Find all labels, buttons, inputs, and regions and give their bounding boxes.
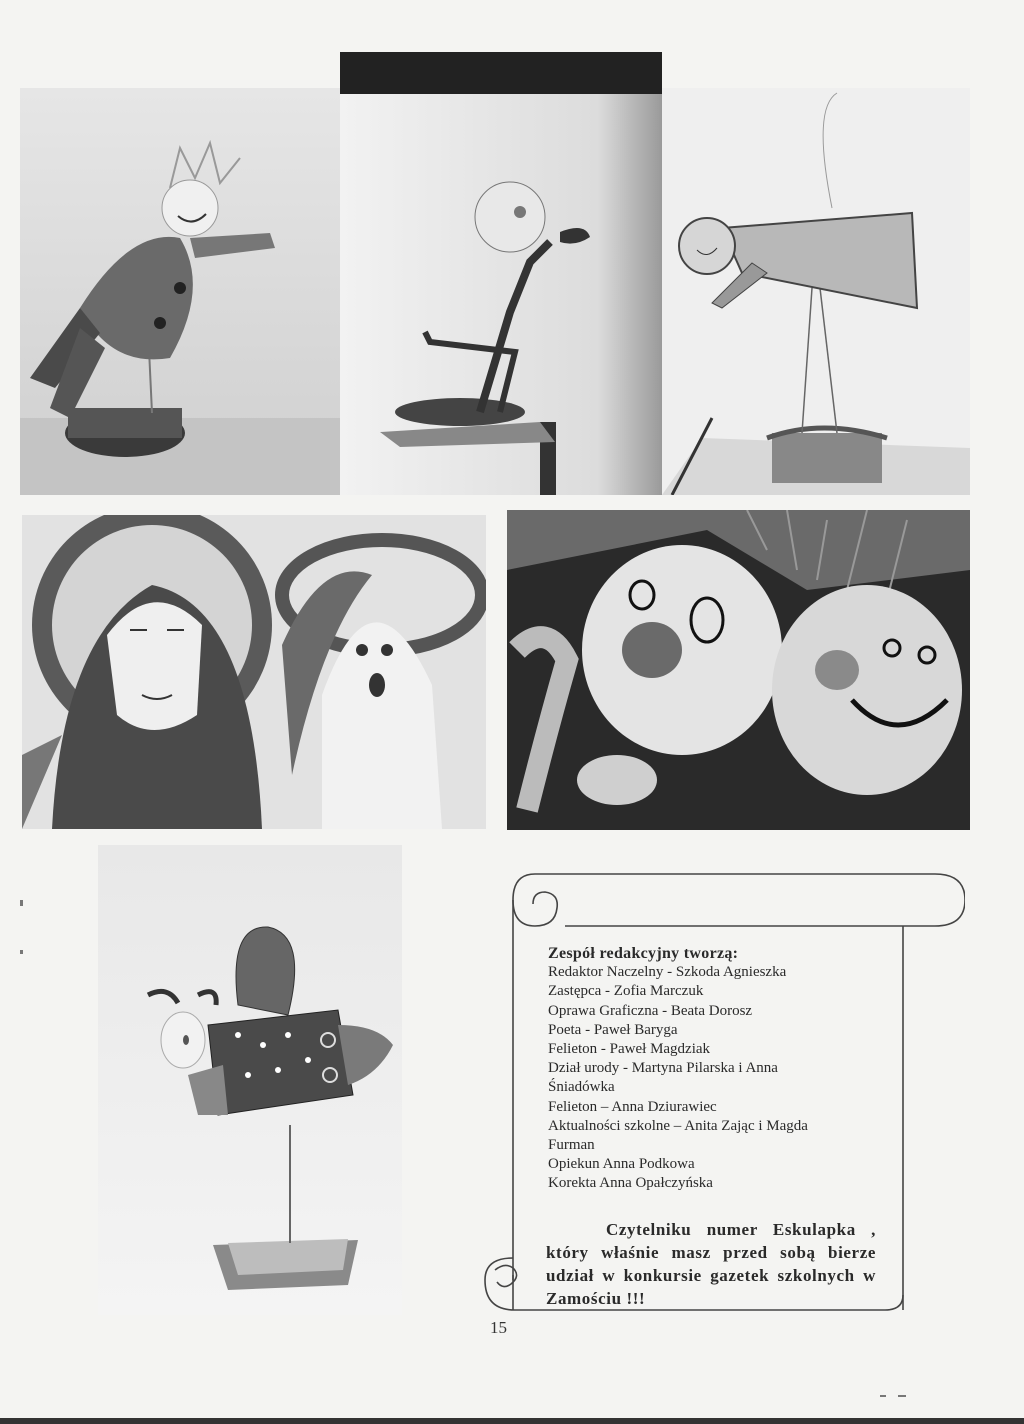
photo-two-faces — [507, 510, 970, 830]
scan-speck — [880, 1395, 886, 1397]
credits-line: Aktualności szkolne – Anita Zając i Magda — [548, 1117, 808, 1134]
photo-flying-angel — [662, 88, 970, 495]
credits-line: Oprawa Graficzna - Beata Dorosz — [548, 1002, 753, 1019]
photo-figure-leaping — [20, 88, 342, 495]
scan-speck — [20, 900, 23, 906]
editorial-credits — [548, 944, 868, 1194]
closing-note: Czytelniku numer Eskulapka , który właśnie masz przed sobą bierze udział w konkursie gazetek szkolnych w Zamościu !!! — [546, 1220, 876, 1308]
credits-line: Dział urody - Martyna Pilarska i Anna — [548, 1060, 778, 1077]
scan-speck — [20, 950, 23, 954]
credits-line: Korekta Anna Opałczyńska — [548, 1175, 713, 1192]
credits-line: Felieton - Paweł Magdziak — [548, 1041, 711, 1058]
page-number: 15 — [490, 1318, 507, 1337]
credits-line: Opiekun Anna Podkowa — [548, 1156, 695, 1173]
photo-madonna-and-angel — [22, 515, 486, 829]
credits-line: Redaktor Naczelny - Szkoda Agnieszka — [548, 964, 787, 981]
credits-line: Furman — [548, 1137, 595, 1154]
photo-bird-angel — [98, 845, 402, 1315]
credits-line: Zastępca - Zofia Marczuk — [548, 983, 704, 1000]
photo-figure-stick-legs — [340, 52, 662, 495]
credits-line: Śniadówka — [548, 1079, 615, 1096]
closing-note-block — [546, 1218, 876, 1310]
credits-heading: Zespół redakcyjny tworzą: — [548, 945, 739, 962]
scan-bottom-edge — [0, 1418, 1024, 1424]
scan-speck — [898, 1395, 906, 1397]
credits-line: Felieton – Anna Dziurawiec — [548, 1098, 717, 1115]
credits-line: Poeta - Paweł Baryga — [548, 1021, 678, 1038]
